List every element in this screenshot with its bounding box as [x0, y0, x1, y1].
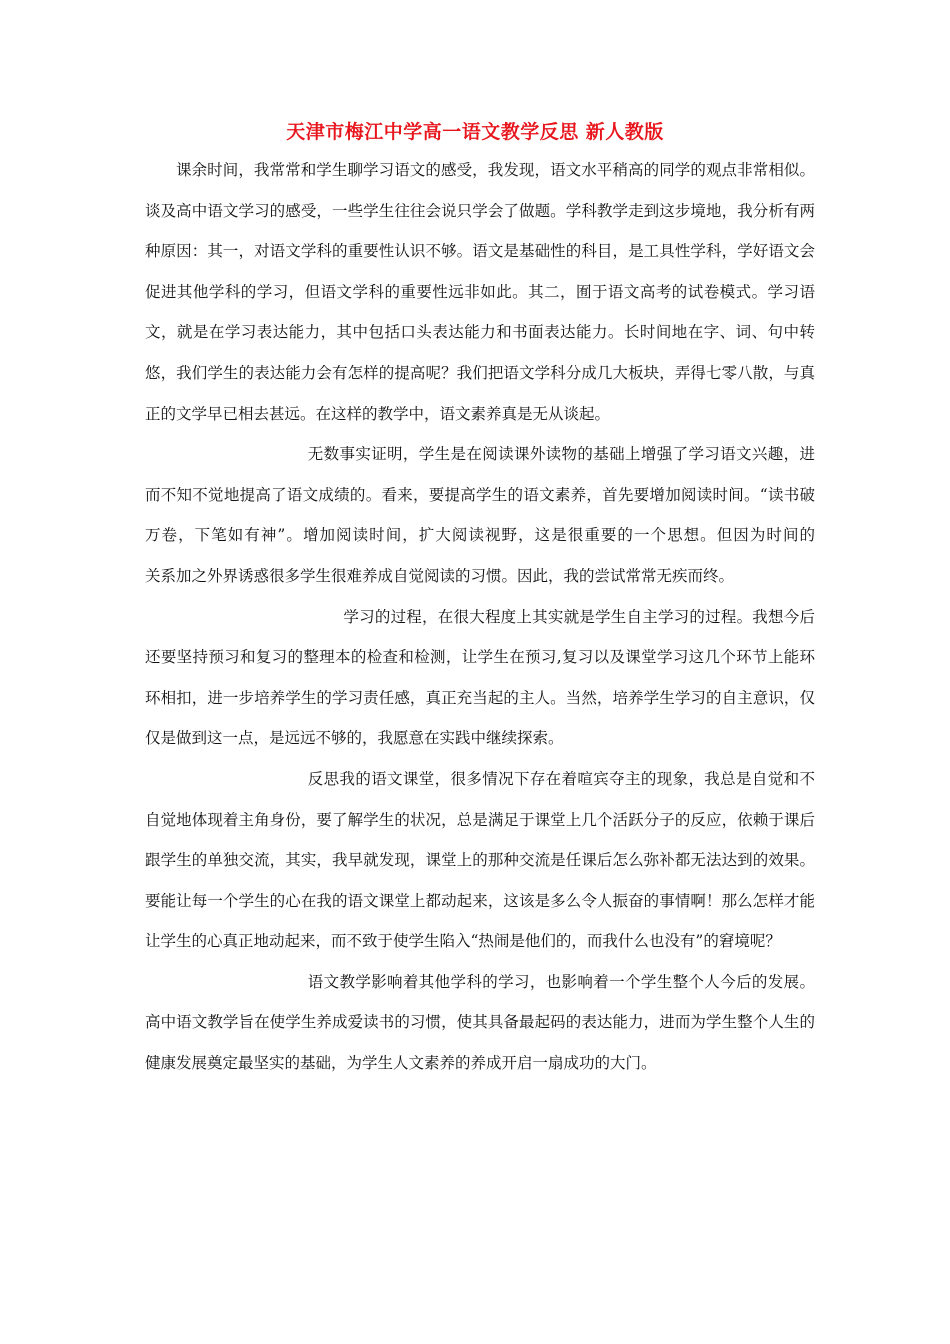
- paragraph-2: 无数事实证明，学生是在阅读课外读物的基础上增强了学习语文兴趣，进而不知不觉地提高了语文成绩的。看来，要提高学生的语文素养，首先要增加阅读时间。“读书破万卷，下笔如有神”。增加阅读时间，扩大阅读视野，这是很重要的一个思想。但因为时间的 关系加之外界诱惑很多学生很难养成自觉阅读的习惯。因此，我的尝试常常无疾而终。: [145, 445, 847, 585]
- paragraph-3: 学习的过程，在很大程度上其实就是学生自主学习的过程。我想今后还要坚持预习和复习的整理本的检查和检测，让学生在预习,复习以及课堂学习这几个环节上能环环相扣，进一步培养学生的学习责任感，真正充当起的主人。当然，培养学生学习的自主意识，仅仅是做到这一点，是远远不够的，我愿意在实践中继续探索。: [145, 607, 815, 748]
- paragraph-4: 反思我的语文课堂，很多情况下存在着喧宾夺主的现象，我总是自觉和不自觉地体现着主角身份，要了解学生的状况，总是满足于课堂上几个活跃分子的反应，依赖于课后跟学生的单独交流，其实，我早就发现，课堂上的那种交流是任课后怎么弥补都无法达到的效果。要能让每一个学生的心在我的语文课堂上都动起来，这该是多么令人振奋的事情啊！那么怎样才能让学生的心真正地动起来，而不致于使学生陷入“热闹是他们的，而我什么也没有”的窘境呢？: [145, 769, 815, 951]
- paragraph-1: 课余时间，我常常和学生聊学习语文的感受，我发现，语文水平稍高的同学的观点非常相似。谈及高中语文学习的感受，一些学生往往会说只学会了做题。学科教学走到这步境地，我分析有两种原因：其一，对语文学科的重要性认识不够。语文是基础性的科目，是工具性学科，学好语文会促进其他学科的学习，但语文学科的重要性远非如此。其二，囿于语文高考的试卷模式。学习语文，就是在学习表达能力，其中包括口头表达能力和书面表达能力。长时间地在字、词、句中转悠，我们学生的表达能力会有怎样的提高呢？我们把语文学科分成几大板块，弄得七零八散，与真正的文学早已相去甚远。在这样的教学中，语文素养真是无从谈起。: [145, 161, 815, 423]
- document-title: 天津市梅江中学高一语文教学反思 新人教版: [286, 121, 664, 143]
- paragraph-5: 语文教学影响着其他学科的学习，也影响着一个学生整个人今后的发展。高中语文教学旨在使学生养成爱读书的习惯，使其具备最起码的表达能力，进而为学生整个人生的健康发展奠定最坚实的基础，为学生人文素养的养成开启一扇成功的大门。: [145, 972, 815, 1073]
- document-body: [145, 150, 847, 1084]
